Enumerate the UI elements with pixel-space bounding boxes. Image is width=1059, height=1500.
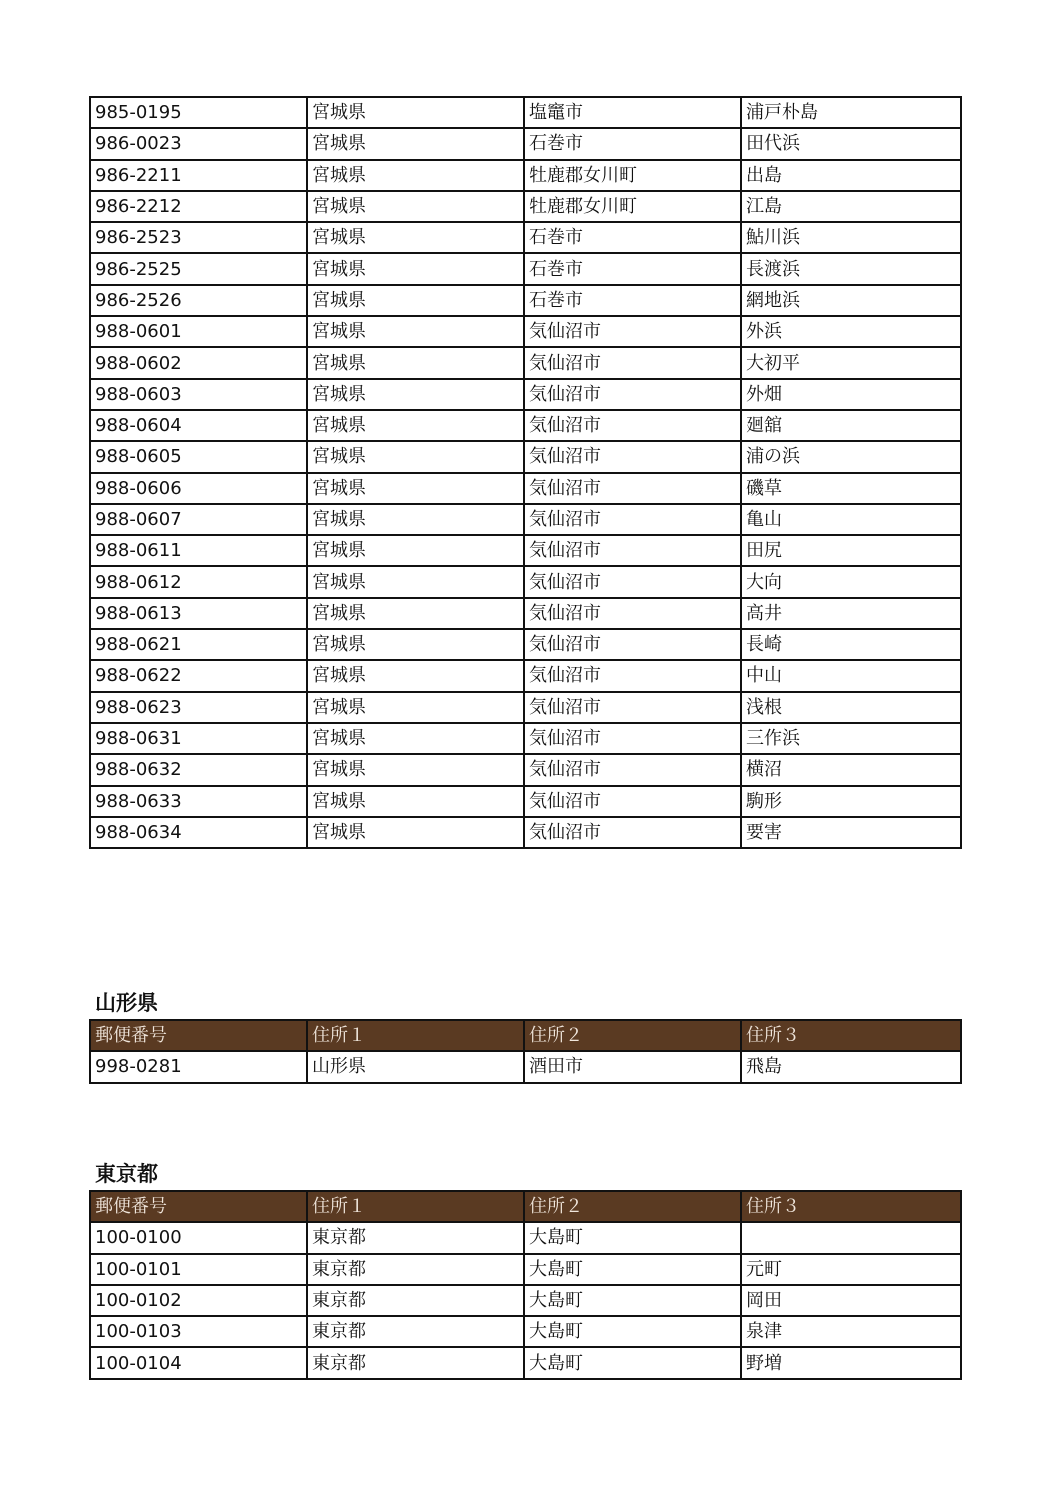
table-cell: 亀山 (741, 504, 961, 535)
table-cell: 東京都 (307, 1254, 524, 1285)
table-cell: 大島町 (524, 1254, 741, 1285)
table-row (90, 723, 961, 754)
section-title-tokyo: 東京都 (95, 1162, 158, 1186)
table-cell: 988-0601 (90, 316, 307, 347)
table-cell: 宮城県 (307, 410, 524, 441)
yamagata-table (89, 1019, 962, 1084)
table-cell: 大島町 (524, 1347, 741, 1378)
table-row (90, 660, 961, 691)
table-cell: 988-0613 (90, 598, 307, 629)
table-cell: 飛島 (741, 1051, 961, 1082)
table-row (90, 222, 961, 253)
table-row (90, 598, 961, 629)
table-cell: 牡鹿郡女川町 (524, 191, 741, 222)
table-cell: 長崎 (741, 629, 961, 660)
table-cell: 宮城県 (307, 786, 524, 817)
table-cell: 石巻市 (524, 222, 741, 253)
table-cell: 気仙沼市 (524, 629, 741, 660)
tokyo-table (89, 1190, 962, 1380)
table-cell: 酒田市 (524, 1051, 741, 1082)
table-row (90, 629, 961, 660)
table-cell: 988-0632 (90, 754, 307, 785)
table-cell: 大初平 (741, 347, 961, 378)
table-cell: 山形県 (307, 1051, 524, 1082)
yamagata-table-body (90, 1051, 961, 1082)
table-row (90, 1051, 961, 1082)
table-cell: 気仙沼市 (524, 660, 741, 691)
table-cell: 宮城県 (307, 222, 524, 253)
table-row (90, 285, 961, 316)
table-row (90, 347, 961, 378)
table-cell: 宮城県 (307, 128, 524, 159)
table-cell: 廻舘 (741, 410, 961, 441)
table-cell: 浦の浜 (741, 441, 961, 472)
table-row (90, 253, 961, 284)
table-cell: 宮城県 (307, 629, 524, 660)
table-row (90, 441, 961, 472)
table-cell: 宮城県 (307, 285, 524, 316)
header-cell: 郵便番号 (90, 1020, 307, 1051)
table-cell: 988-0605 (90, 441, 307, 472)
table-cell: 駒形 (741, 786, 961, 817)
table-cell: 野増 (741, 1347, 961, 1378)
table-cell: 985-0195 (90, 97, 307, 128)
tokyo-table-body (90, 1222, 961, 1378)
table-cell: 998-0281 (90, 1051, 307, 1082)
table-row (90, 754, 961, 785)
table-cell: 宮城県 (307, 598, 524, 629)
header-cell: 住所３ (741, 1020, 961, 1051)
table-cell: 東京都 (307, 1222, 524, 1253)
table-cell: 石巻市 (524, 285, 741, 316)
table-cell: 気仙沼市 (524, 504, 741, 535)
table-row (90, 1222, 961, 1253)
table-cell: 986-2212 (90, 191, 307, 222)
table-cell: 986-2525 (90, 253, 307, 284)
table-cell: 中山 (741, 660, 961, 691)
table-header-row (90, 1191, 961, 1222)
table-cell: 宮城県 (307, 692, 524, 723)
table-cell: 気仙沼市 (524, 566, 741, 597)
table-cell: 986-0023 (90, 128, 307, 159)
table-cell: 外畑 (741, 379, 961, 410)
table-row (90, 316, 961, 347)
table-cell: 気仙沼市 (524, 786, 741, 817)
table-cell: 宮城県 (307, 316, 524, 347)
table-row (90, 473, 961, 504)
table-cell: 宮城県 (307, 754, 524, 785)
table-cell: 長渡浜 (741, 253, 961, 284)
table-cell: 気仙沼市 (524, 692, 741, 723)
table-row (90, 410, 961, 441)
table-cell: 988-0611 (90, 535, 307, 566)
table-row (90, 191, 961, 222)
table-row (90, 786, 961, 817)
miyagi-table (89, 96, 962, 849)
table-cell: 988-0604 (90, 410, 307, 441)
table-cell: 宮城県 (307, 566, 524, 597)
header-cell: 住所３ (741, 1191, 961, 1222)
table-cell: 気仙沼市 (524, 817, 741, 848)
table-row (90, 1254, 961, 1285)
table-cell: 浅根 (741, 692, 961, 723)
table-cell: 気仙沼市 (524, 598, 741, 629)
table-cell: 石巻市 (524, 128, 741, 159)
table-cell: 宮城県 (307, 817, 524, 848)
table-cell: 田代浜 (741, 128, 961, 159)
table-cell: 988-0623 (90, 692, 307, 723)
table-cell: 988-0621 (90, 629, 307, 660)
table-cell: 東京都 (307, 1285, 524, 1316)
table-cell: 宮城県 (307, 97, 524, 128)
table-cell: 988-0631 (90, 723, 307, 754)
table-cell: 988-0633 (90, 786, 307, 817)
table-cell: 外浜 (741, 316, 961, 347)
table-cell: 泉津 (741, 1316, 961, 1347)
table-cell: 田尻 (741, 535, 961, 566)
table-cell (741, 1222, 961, 1253)
table-row (90, 817, 961, 848)
table-header-row (90, 1020, 961, 1051)
table-cell: 988-0622 (90, 660, 307, 691)
table-cell: 986-2523 (90, 222, 307, 253)
table-cell: 江島 (741, 191, 961, 222)
table-cell: 浦戸朴島 (741, 97, 961, 128)
table-row (90, 1285, 961, 1316)
table-cell: 988-0607 (90, 504, 307, 535)
table-cell: 宮城県 (307, 660, 524, 691)
table-row (90, 128, 961, 159)
table-cell: 988-0606 (90, 473, 307, 504)
yamagata-table-header (90, 1020, 961, 1051)
header-cell: 住所２ (524, 1191, 741, 1222)
header-cell: 郵便番号 (90, 1191, 307, 1222)
table-cell: 100-0101 (90, 1254, 307, 1285)
table-cell: 宮城県 (307, 723, 524, 754)
table-cell: 牡鹿郡女川町 (524, 160, 741, 191)
table-cell: 宮城県 (307, 473, 524, 504)
table-cell: 988-0603 (90, 379, 307, 410)
table-cell: 大向 (741, 566, 961, 597)
table-cell: 気仙沼市 (524, 473, 741, 504)
table-cell: 東京都 (307, 1316, 524, 1347)
table-cell: 気仙沼市 (524, 535, 741, 566)
table-row (90, 1316, 961, 1347)
table-row (90, 1347, 961, 1378)
table-cell: 岡田 (741, 1285, 961, 1316)
table-cell: 気仙沼市 (524, 379, 741, 410)
table-cell: 三作浜 (741, 723, 961, 754)
table-row (90, 692, 961, 723)
table-row (90, 535, 961, 566)
table-cell: 宮城県 (307, 379, 524, 410)
table-cell: 大島町 (524, 1222, 741, 1253)
table-cell: 気仙沼市 (524, 754, 741, 785)
table-cell: 宮城県 (307, 347, 524, 378)
table-cell: 気仙沼市 (524, 347, 741, 378)
table-cell: 100-0102 (90, 1285, 307, 1316)
header-cell: 住所２ (524, 1020, 741, 1051)
table-row (90, 160, 961, 191)
table-row (90, 379, 961, 410)
table-cell: 大島町 (524, 1285, 741, 1316)
table-cell: 高井 (741, 598, 961, 629)
header-cell: 住所１ (307, 1191, 524, 1222)
table-cell: 宮城県 (307, 504, 524, 535)
table-cell: 宮城県 (307, 191, 524, 222)
table-cell: 出島 (741, 160, 961, 191)
table-cell: 100-0100 (90, 1222, 307, 1253)
table-cell: 磯草 (741, 473, 961, 504)
table-cell: 気仙沼市 (524, 441, 741, 472)
section-title-yamagata: 山形県 (95, 991, 158, 1015)
table-cell: 気仙沼市 (524, 410, 741, 441)
table-row (90, 566, 961, 597)
header-cell: 住所１ (307, 1020, 524, 1051)
table-cell: 986-2211 (90, 160, 307, 191)
table-cell: 塩竈市 (524, 97, 741, 128)
table-cell: 石巻市 (524, 253, 741, 284)
table-cell: 宮城県 (307, 535, 524, 566)
miyagi-table-body (90, 97, 961, 848)
table-cell: 東京都 (307, 1347, 524, 1378)
table-cell: 気仙沼市 (524, 723, 741, 754)
table-cell: 986-2526 (90, 285, 307, 316)
table-cell: 要害 (741, 817, 961, 848)
table-cell: 大島町 (524, 1316, 741, 1347)
table-row (90, 504, 961, 535)
table-cell: 宮城県 (307, 441, 524, 472)
table-cell: 988-0602 (90, 347, 307, 378)
table-cell: 気仙沼市 (524, 316, 741, 347)
table-cell: 鮎川浜 (741, 222, 961, 253)
table-cell: 網地浜 (741, 285, 961, 316)
table-cell: 元町 (741, 1254, 961, 1285)
table-row (90, 97, 961, 128)
table-cell: 988-0612 (90, 566, 307, 597)
table-cell: 横沼 (741, 754, 961, 785)
table-cell: 宮城県 (307, 160, 524, 191)
table-cell: 宮城県 (307, 253, 524, 284)
tokyo-table-header (90, 1191, 961, 1222)
table-cell: 100-0103 (90, 1316, 307, 1347)
table-cell: 100-0104 (90, 1347, 307, 1378)
table-cell: 988-0634 (90, 817, 307, 848)
